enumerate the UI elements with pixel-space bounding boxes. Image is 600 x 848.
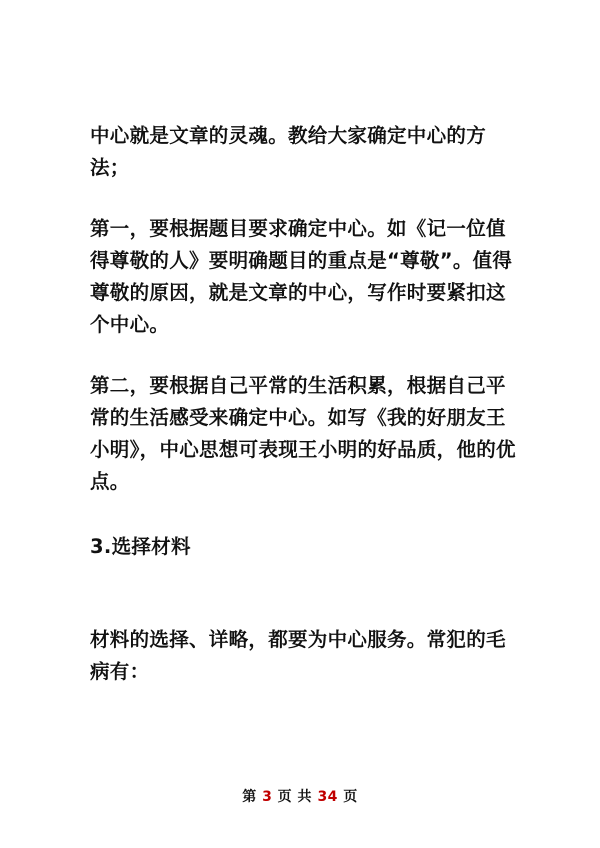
footer-prefix: 第 — [242, 789, 263, 805]
footer-middle: 页 共 — [272, 789, 318, 805]
footer-current-page: 3 — [262, 789, 273, 805]
paragraph-first-method: 第一，要根据题目要求确定中心。如《记一位值得尊敬的人》要明确题目的重点是“尊敬”。值得尊敬的原因，就是文章的中心，写作时要紧扣这个中心。 — [90, 217, 513, 336]
paragraph-material: 材料的选择、详略，都要为中心服务。常犯的毛病有： — [90, 628, 506, 683]
footer-suffix: 页 — [337, 789, 358, 805]
paragraph-second-method: 第二，要根据自己平常的生活积累，根据自己平常的生活感受来确定中心。如写《我的好朋友王小明》，中心思想可表现王小明的好品质，他的优点。 — [90, 374, 516, 493]
footer-total-pages: 34 — [317, 789, 338, 805]
page-footer — [0, 786, 600, 806]
section-heading-choose-material: 3.选择材料 — [90, 535, 191, 558]
paragraph-intro: 中心就是文章的灵魂。教给大家确定中心的方法； — [90, 124, 487, 179]
